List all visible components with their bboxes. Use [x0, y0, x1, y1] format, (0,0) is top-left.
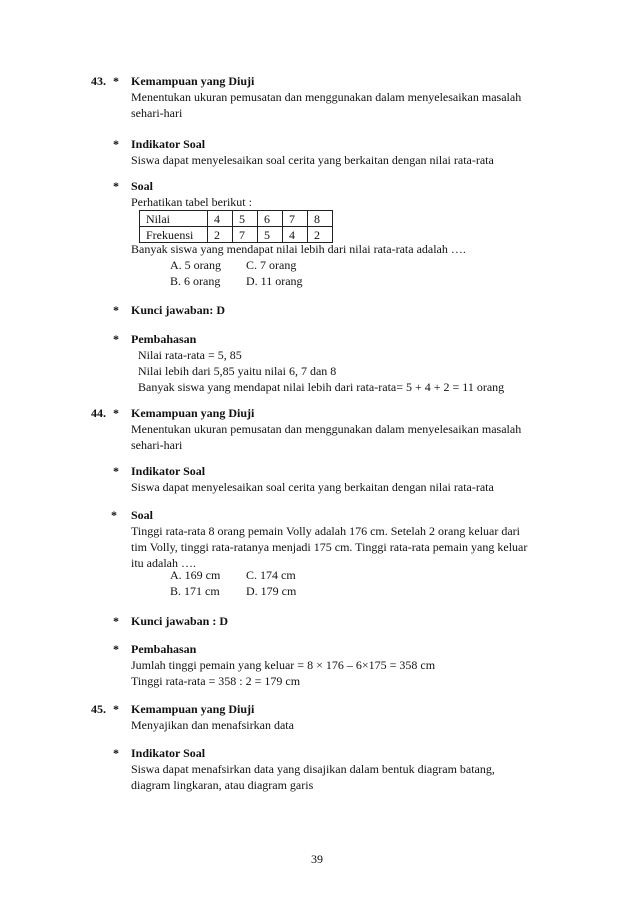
- q45-kemampuan-title: Kemampuan yang Diuji: [131, 702, 255, 716]
- q43-option-b: B. 6 orang: [170, 274, 221, 288]
- q43-soal-intro: Perhatikan tabel berikut :: [131, 195, 252, 209]
- q44-kunci-jawaban: Kunci jawaban : D: [131, 614, 229, 628]
- table-cell-frekuensi-label: Frekuensi: [140, 227, 208, 243]
- table-cell: 8: [308, 211, 333, 227]
- q44-kemampuan-title: Kemampuan yang Diuji: [131, 406, 255, 420]
- table-cell: 4: [283, 227, 308, 243]
- table-cell: 2: [208, 227, 233, 243]
- q43-indikator-title: Indikator Soal: [131, 137, 206, 151]
- page-number: 39: [311, 852, 323, 866]
- q43-pembahasan-line1: Nilai rata-rata = 5, 85: [138, 348, 242, 362]
- q45-indikator-line2: diagram lingkaran, atau diagram garis: [131, 778, 314, 792]
- q44-pembahasan-bullet: *: [113, 642, 119, 656]
- q43-kunci-bullet: *: [113, 303, 119, 317]
- table-row: [140, 211, 333, 227]
- q43-option-a: A. 5 orang: [170, 258, 221, 272]
- q43-number: 43.: [91, 74, 106, 88]
- table-cell: 7: [233, 227, 258, 243]
- q44-soal-line2: tim Volly, tinggi rata-ratanya menjadi 175 cm. Tinggi rata-rata pemain yang keluar: [131, 540, 528, 554]
- q43-indikator-text: Siswa dapat menyelesaikan soal cerita yang berkaitan dengan nilai rata-rata: [131, 153, 494, 167]
- q44-pembahasan-line1: Jumlah tinggi pemain yang keluar = 8 × 176 – 6×175 = 358 cm: [131, 658, 436, 672]
- q44-option-a: A. 169 cm: [170, 568, 221, 582]
- q43-pembahasan-line3: Banyak siswa yang mendapat nilai lebih dari rata-rata= 5 + 4 + 2 = 11 orang: [138, 380, 505, 394]
- q44-soal-bullet: *: [111, 508, 117, 522]
- table-cell: 4: [208, 211, 233, 227]
- q44-option-b: B. 171 cm: [170, 584, 220, 598]
- table-cell-nilai-label: Nilai: [140, 211, 208, 227]
- q45-indikator-bullet: *: [113, 746, 119, 760]
- q44-kemampuan-line2: sehari-hari: [131, 438, 183, 452]
- q43-kemampuan-line1: Menentukan ukuran pemusatan dan menggunakan dalam menyelesaikan masalah: [131, 90, 522, 104]
- q45-indikator-line1: Siswa dapat menafsirkan data yang disajikan dalam bentuk diagram batang,: [131, 762, 495, 776]
- q43-kemampuan-line2: sehari-hari: [131, 106, 183, 120]
- table-cell: 5: [258, 227, 283, 243]
- q45-kemampuan-text: Menyajikan dan menafsirkan data: [131, 718, 294, 732]
- q43-indikator-bullet: *: [113, 137, 119, 151]
- q45-number: 45.: [91, 702, 106, 716]
- table-cell: 6: [258, 211, 283, 227]
- q43-pembahasan-title: Pembahasan: [131, 332, 197, 346]
- q44-soal-line1: Tinggi rata-rata 8 orang pemain Volly adalah 176 cm. Setelah 2 orang keluar dari: [131, 524, 521, 538]
- q44-soal-title: Soal: [131, 508, 154, 522]
- table-cell: 2: [308, 227, 333, 243]
- q44-indikator-text: Siswa dapat menyelesaikan soal cerita yang berkaitan dengan nilai rata-rata: [131, 480, 494, 494]
- q43-kemampuan-bullet: *: [113, 74, 119, 88]
- q45-kemampuan-bullet: *: [113, 702, 119, 716]
- q43-pembahasan-line2: Nilai lebih dari 5,85 yaitu nilai 6, 7 dan 8: [138, 364, 337, 378]
- q44-pembahasan-title: Pembahasan: [131, 642, 197, 656]
- q43-option-d: D. 11 orang: [246, 274, 303, 288]
- q44-option-c: C. 174 cm: [246, 568, 296, 582]
- q44-number: 44.: [91, 406, 106, 420]
- q43-value-table: [139, 210, 333, 243]
- q44-soal-line3: itu adalah ….: [131, 556, 196, 570]
- q44-kemampuan-bullet: *: [113, 406, 119, 420]
- table-cell: 5: [233, 211, 258, 227]
- q43-soal-title: Soal: [131, 179, 154, 193]
- q44-kunci-bullet: *: [113, 614, 119, 628]
- q43-soal-bullet: *: [113, 179, 119, 193]
- table-cell: 7: [283, 211, 308, 227]
- q45-indikator-title: Indikator Soal: [131, 746, 206, 760]
- q43-kunci-jawaban: Kunci jawaban: D: [131, 303, 226, 317]
- q44-pembahasan-line2: Tinggi rata-rata = 358 : 2 = 179 cm: [131, 674, 301, 688]
- q43-option-c: C. 7 orang: [246, 258, 297, 272]
- q44-indikator-bullet: *: [113, 464, 119, 478]
- q44-indikator-title: Indikator Soal: [131, 464, 206, 478]
- q44-option-d: D. 179 cm: [246, 584, 297, 598]
- q43-kemampuan-title: Kemampuan yang Diuji: [131, 74, 255, 88]
- q44-kemampuan-line1: Menentukan ukuran pemusatan dan menggunakan dalam menyelesaikan masalah: [131, 422, 522, 436]
- q43-pembahasan-bullet: *: [113, 332, 119, 346]
- q43-soal-question: Banyak siswa yang mendapat nilai lebih dari nilai rata-rata adalah ….: [131, 242, 466, 256]
